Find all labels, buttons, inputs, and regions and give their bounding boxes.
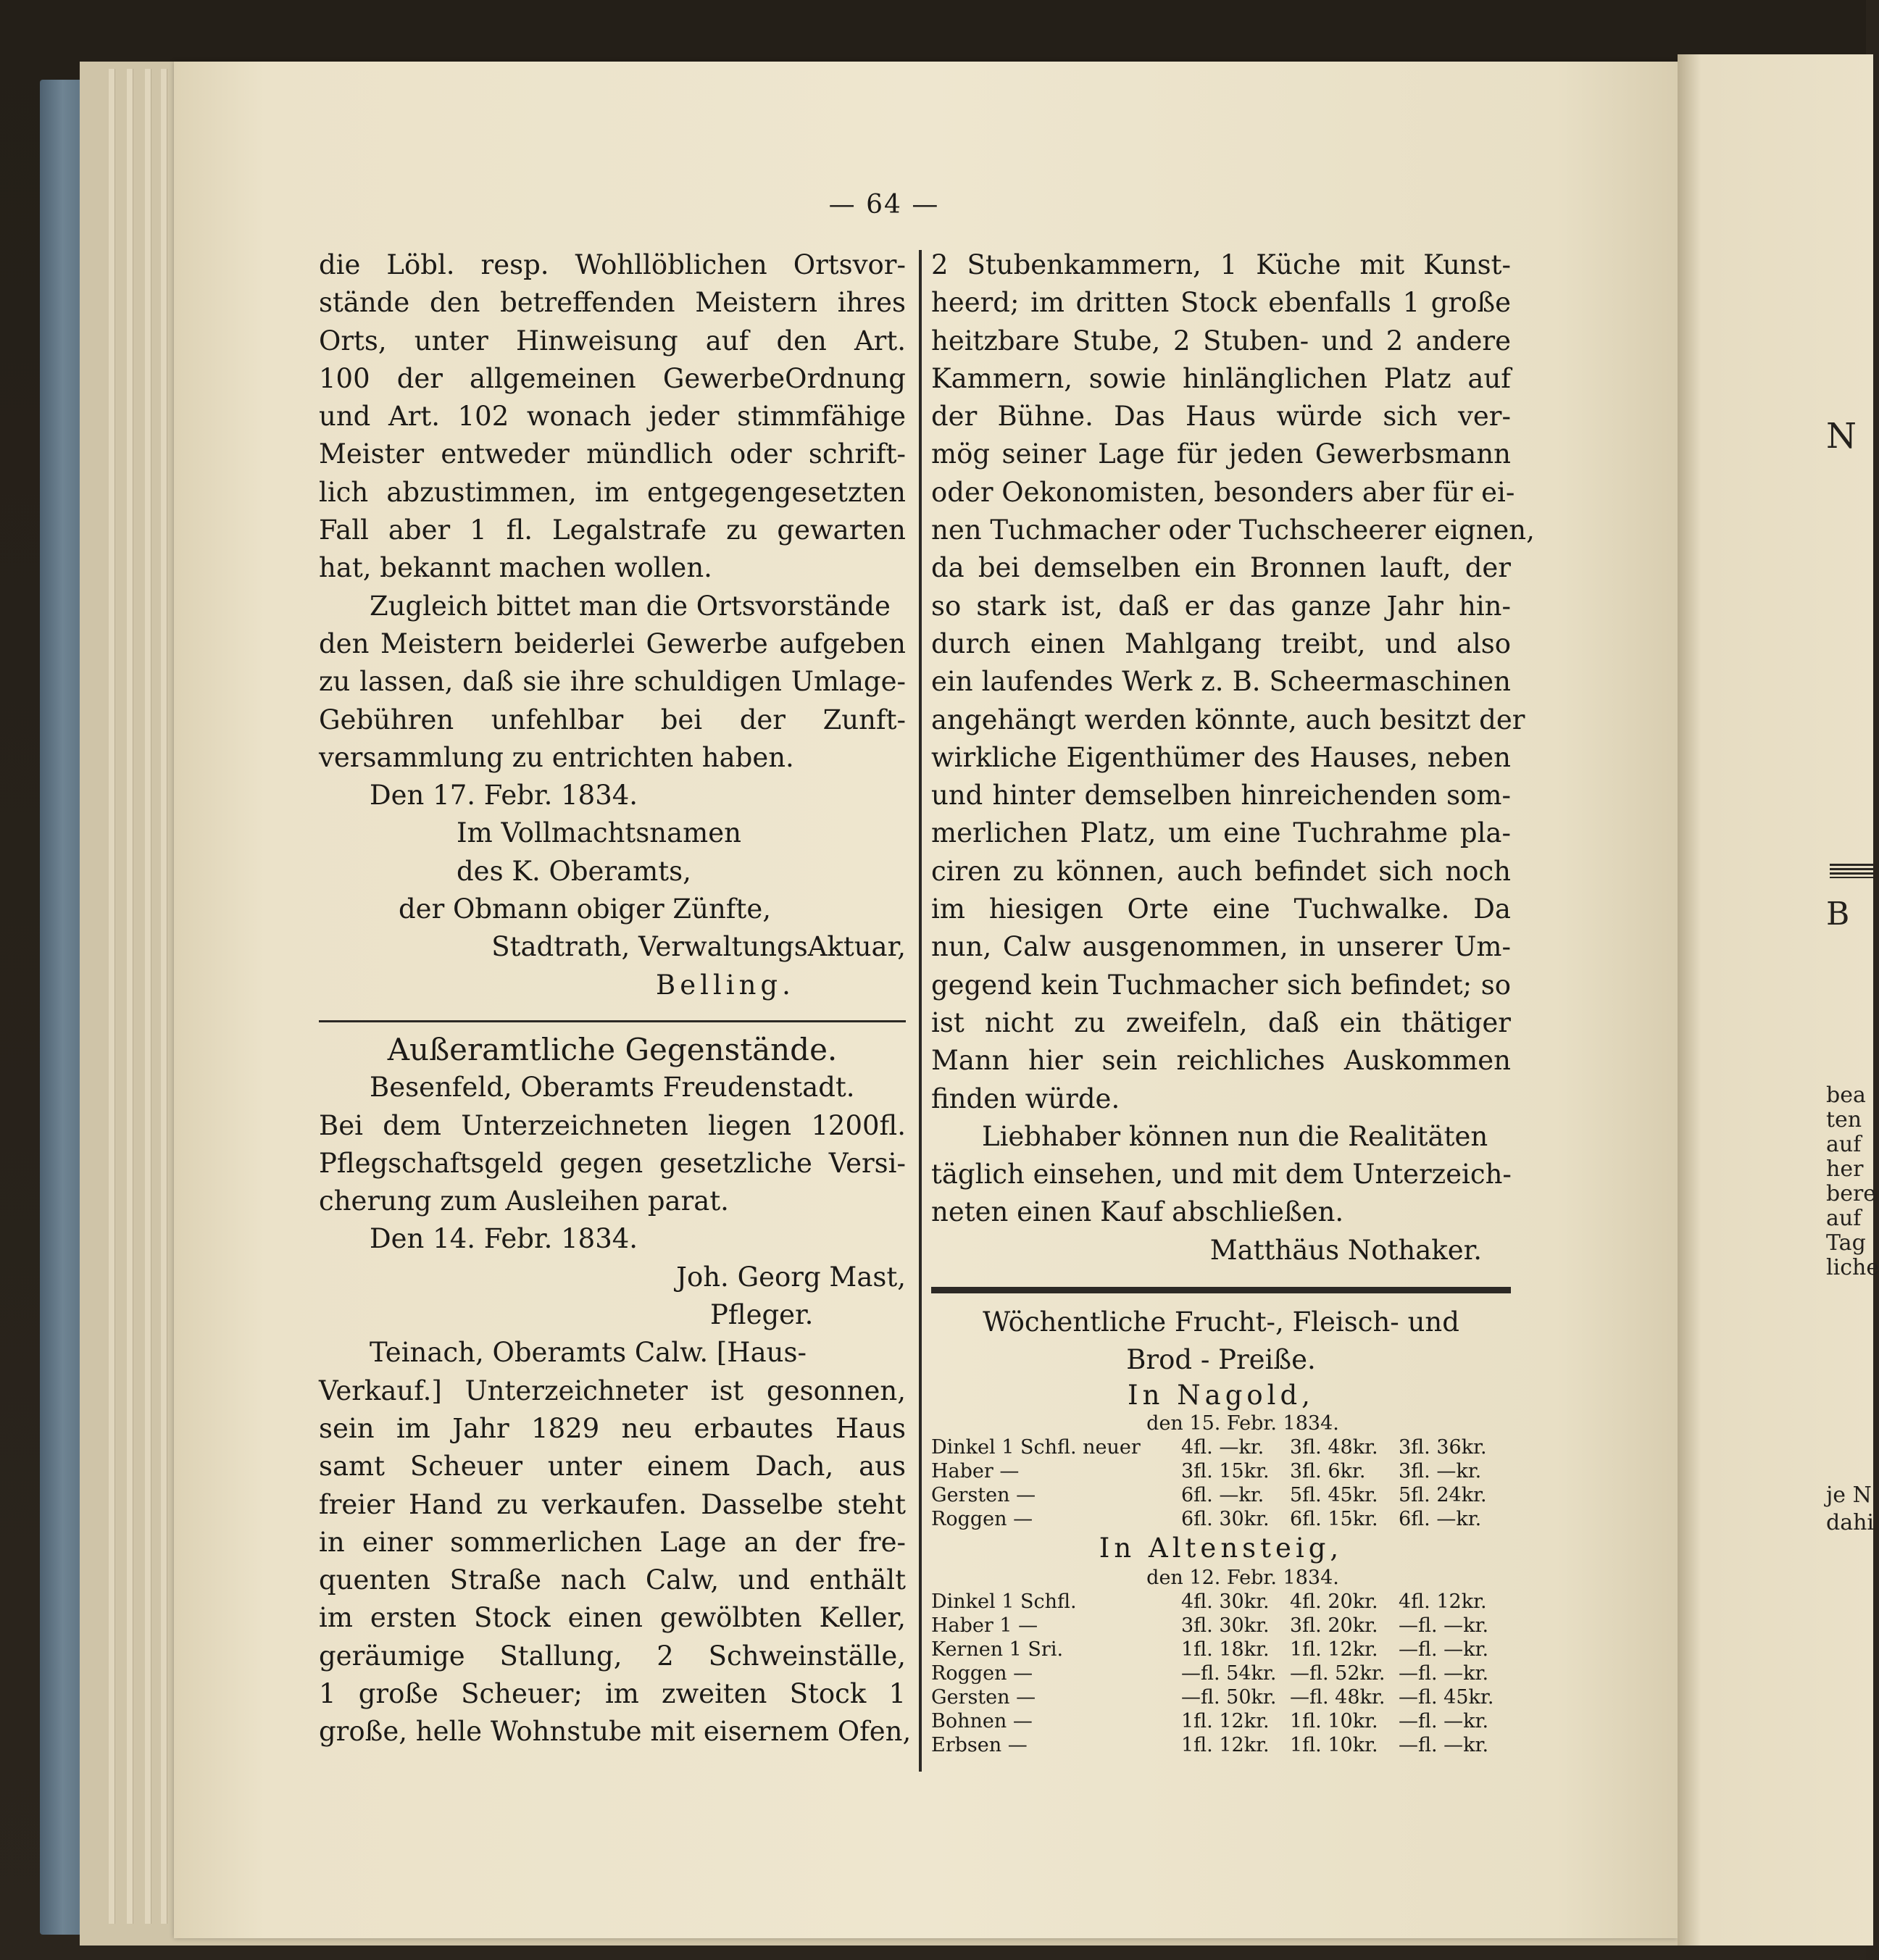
price-item: Kernen 1 Sri. [931,1638,1064,1661]
text-line: lich abzustimmen, im entgegengesetzten [319,476,906,508]
text-line: heitzbare Stube, 2 Stuben- und 2 andere [931,325,1511,356]
text-line: ist nicht zu zweifeln, daß ein thätiger [931,1006,1511,1038]
next-page-fragment: liche [1826,1255,1879,1280]
next-page-fragment: B [1826,896,1850,933]
price-item: Gersten — [931,1483,1036,1506]
text-line: ciren zu können, auch befindet sich noch [931,855,1511,887]
signature-line: Im Vollmachtsnamen [457,817,741,849]
text-line: heerd; im dritten Stock ebenfalls 1 große [931,287,1511,319]
next-page-lines [1826,1083,1879,1280]
price-value: —fl. —kr. [1399,1709,1489,1732]
next-page-fragment: ten [1826,1107,1862,1133]
price-row [931,1435,1511,1459]
price-rows [931,1590,1511,1757]
text-line: Meister entweder mündlich oder schrift- [319,438,906,470]
text-line: Verkauf.] Unterzeichneter ist gesonnen, [319,1375,906,1406]
text-line: Liebhaber können nun die Realitäten [982,1120,1488,1152]
price-value: 5fl. 45kr. [1290,1483,1378,1506]
price-row [931,1590,1511,1614]
price-value: 6fl. 15kr. [1290,1507,1378,1530]
price-value: —fl. 50kr. [1181,1685,1277,1709]
price-block-nagold [931,1411,1511,1531]
price-value: —fl. 48kr. [1290,1685,1386,1709]
text-line: 2 Stubenkammern, 1 Küche mit Kunst- [931,249,1511,280]
section-rule-thick [931,1287,1511,1293]
text-line: mög seiner Lage für jeden Gewerbsmann [931,438,1511,470]
signature-line: der Obmann obiger Zünfte, [399,893,772,925]
text-line: zu lassen, daß sie ihre schuldigen Umlage- [319,666,906,698]
price-value: 1fl. 12kr. [1290,1638,1378,1661]
text-line: oder Oekonomisten, besonders aber für ei- [931,476,1515,508]
next-page-fragment: her [1826,1156,1864,1182]
text-line: samt Scheuer unter einem Dach, aus [319,1451,906,1482]
date-line: Den 14. Febr. 1834. [370,1223,638,1255]
price-item: Erbsen — [931,1733,1028,1756]
text-line: und Art. 102 wonach jeder stimmfähige [319,401,906,433]
signature-name: Belling. [656,969,795,1001]
next-page-fragment: bere [1826,1181,1877,1206]
price-item: Roggen — [931,1507,1033,1530]
text-line: Mann hier sein reichliches Auskommen [931,1045,1511,1077]
text-line: finden würde. [931,1083,1120,1114]
next-page-rule [1830,864,1873,878]
text-line: angehängt werden könnte, auch besitzt der [931,704,1525,735]
price-rows [931,1435,1511,1531]
price-value: 4fl. 12kr. [1399,1590,1487,1613]
text-line: versammlung zu entrichten haben. [319,741,794,773]
text-line: gegend kein Tuchmacher sich befindet; so [931,969,1511,1001]
text-line: Gebühren unfehlbar bei der Zunft- [319,704,906,735]
page-number: — 64 — [828,190,940,220]
page-stack-edge [161,69,167,1924]
price-item: Haber — [931,1459,1020,1482]
price-row [931,1638,1511,1661]
next-page-fragment: dahi [1826,1510,1875,1535]
text-line: 1 große Scheuer; im zweiten Stock 1 [319,1677,906,1709]
page-stack-edge [145,69,151,1924]
signature-line: des K. Oberamts, [457,855,691,887]
date-line: Den 17. Febr. 1834. [370,780,638,812]
text-line: täglich einsehen, und mit dem Unterzeich- [931,1159,1512,1190]
price-value: 1fl. 10kr. [1290,1733,1378,1756]
price-item: Bohnen — [931,1709,1033,1732]
next-page-fragment: auf [1826,1132,1862,1157]
text-line: große, helle Wohnstube mit eisernem Ofen, [319,1716,912,1748]
price-value: 3fl. —kr. [1399,1459,1482,1482]
text-line: geräumige Stallung, 2 Schweinställe, [319,1640,906,1672]
right-column [931,246,1535,1757]
next-page-fragment: Tag [1826,1230,1866,1256]
price-item: Haber 1 — [931,1614,1038,1637]
price-value: 1fl. 10kr. [1290,1709,1378,1732]
text-line: cherung zum Ausleihen parat. [319,1185,729,1217]
price-row [931,1459,1511,1483]
price-item: Roggen — [931,1661,1033,1685]
price-value: 1fl. 12kr. [1181,1709,1270,1732]
price-value: 3fl. 15kr. [1181,1459,1270,1482]
price-value: —fl. —kr. [1399,1638,1489,1661]
text-line: da bei demselben ein Bronnen lauft, der [931,552,1511,584]
text-line: der Bühne. Das Haus würde sich ver- [931,401,1511,433]
next-page-fragment: je N [1826,1482,1872,1508]
price-item: Dinkel 1 Schfl. [931,1590,1077,1613]
price-row [931,1733,1511,1757]
text-line: Pflegschaftsgeld gegen gesetzliche Versi- [319,1147,906,1179]
price-row [931,1661,1511,1685]
price-value: 5fl. 24kr. [1399,1483,1487,1506]
text-line: Bei dem Unterzeichneten liegen 1200fl. [319,1109,906,1141]
signature-line: Matthäus Nothaker. [1209,1234,1482,1266]
text-line: und hinter demselben hinreichenden som- [931,780,1511,812]
price-value: —fl. —kr. [1399,1733,1489,1756]
price-place: In Altensteig, [1099,1532,1343,1564]
price-table [931,1304,1511,1757]
price-value: 1fl. 12kr. [1181,1733,1270,1756]
price-value: 3fl. 36kr. [1399,1435,1487,1459]
left-column [319,246,912,1751]
page-stack-edge [109,69,115,1924]
price-value: 6fl. —kr. [1399,1507,1482,1530]
text-line: so stark ist, daß er das ganze Jahr hin- [931,590,1511,622]
price-title: Wöchentliche Frucht-, Fleisch- und [983,1306,1459,1338]
price-row [931,1709,1511,1733]
next-page-fragment: auf [1826,1206,1862,1231]
text-line: den Meistern beiderlei Gewerbe aufgeben [319,627,906,659]
price-row [931,1685,1511,1709]
price-date: den 12. Febr. 1834. [1146,1566,1339,1589]
price-value: 3fl. 6kr. [1290,1459,1366,1482]
price-row [931,1614,1511,1638]
text-line: die Löbl. resp. Wohllöblichen Ortsvor- [319,249,906,280]
price-value: 3fl. 30kr. [1181,1614,1270,1637]
price-value: —fl. 52kr. [1290,1661,1386,1685]
text-line: in einer sommerlichen Lage an der fre- [319,1526,906,1558]
price-row [931,1483,1511,1507]
price-value: 4fl. —kr. [1181,1435,1265,1459]
text-line: Besenfeld, Oberamts Freudenstadt. [370,1072,855,1104]
price-value: —fl. 45kr. [1399,1685,1494,1709]
price-row [931,1507,1511,1531]
text-line: Kammern, sowie hinlänglichen Platz auf [931,362,1511,394]
price-item: Dinkel 1 Schfl. neuer [931,1435,1141,1459]
text-line: hat, bekannt machen wollen. [319,552,712,584]
text-line: merlichen Platz, um eine Tuchrahme pla- [931,817,1511,849]
price-value: 4fl. 20kr. [1290,1590,1378,1613]
page-stack-edge [127,69,133,1924]
price-value: —fl. —kr. [1399,1614,1489,1637]
next-page-lines [1826,1482,1874,1537]
text-line: Fall aber 1 fl. Legalstrafe zu gewarten [319,514,906,546]
next-page-fragment: N [1826,416,1857,456]
price-value: 6fl. 30kr. [1181,1507,1270,1530]
price-place: In Nagold, [1128,1379,1315,1411]
price-value: —fl. 54kr. [1181,1661,1277,1685]
text-line: Teinach, Oberamts Calw. [Haus- [370,1337,807,1369]
text-line: nun, Calw ausgenommen, in unserer Um- [931,931,1511,963]
next-page-fragment: bea [1826,1083,1866,1108]
price-block-altensteig [931,1566,1511,1757]
price-value: 6fl. —kr. [1181,1483,1265,1506]
text-line: wirkliche Eigenthümer des Hauses, neben [931,741,1511,773]
text-line: stände den betreffenden Meistern ihres [319,287,906,319]
text-line: nen Tuchmacher oder Tuchscheerer eignen, [931,514,1535,546]
next-page [1678,54,1873,1946]
signature-line: Joh. Georg Mast, [676,1261,906,1293]
price-item: Gersten — [931,1685,1036,1709]
section-heading: Außeramtliche Gegenstände. [387,1031,838,1067]
price-value: 3fl. 48kr. [1290,1435,1378,1459]
price-title: Brod - Preiße. [1126,1344,1316,1376]
price-value: 1fl. 18kr. [1181,1638,1270,1661]
text-line: sein im Jahr 1829 neu erbautes Haus [319,1412,906,1444]
price-value: —fl. —kr. [1399,1661,1489,1685]
text-line: durch einen Mahlgang treibt, und also [931,627,1511,659]
price-date: den 15. Febr. 1834. [1146,1411,1339,1435]
price-value: 3fl. 20kr. [1290,1614,1378,1637]
signature-line: Pfleger. [710,1299,814,1331]
text-line: 100 der allgemeinen GewerbeOrdnung [319,362,906,394]
text-line: Orts, unter Hinweisung auf den Art. [319,325,906,356]
text-line: quenten Straße nach Calw, und enthält [319,1564,906,1596]
signature-line: Stadtrath, VerwaltungsAktuar, [491,931,906,963]
text-line: freier Hand zu verkaufen. Dasselbe steht [319,1488,906,1520]
text-line: im hiesigen Orte eine Tuchwalke. Da [931,893,1511,925]
text-line: Zugleich bittet man die Ortsvorstände [370,590,891,622]
price-value: 4fl. 30kr. [1181,1590,1270,1613]
text-line: im ersten Stock einen gewölbten Keller, [319,1602,906,1634]
section-rule [319,1020,906,1022]
column-divider [919,250,922,1772]
text-line: neten einen Kauf abschließen. [931,1196,1344,1228]
text-line: ein laufendes Werk z. B. Scheermaschinen [931,666,1511,698]
